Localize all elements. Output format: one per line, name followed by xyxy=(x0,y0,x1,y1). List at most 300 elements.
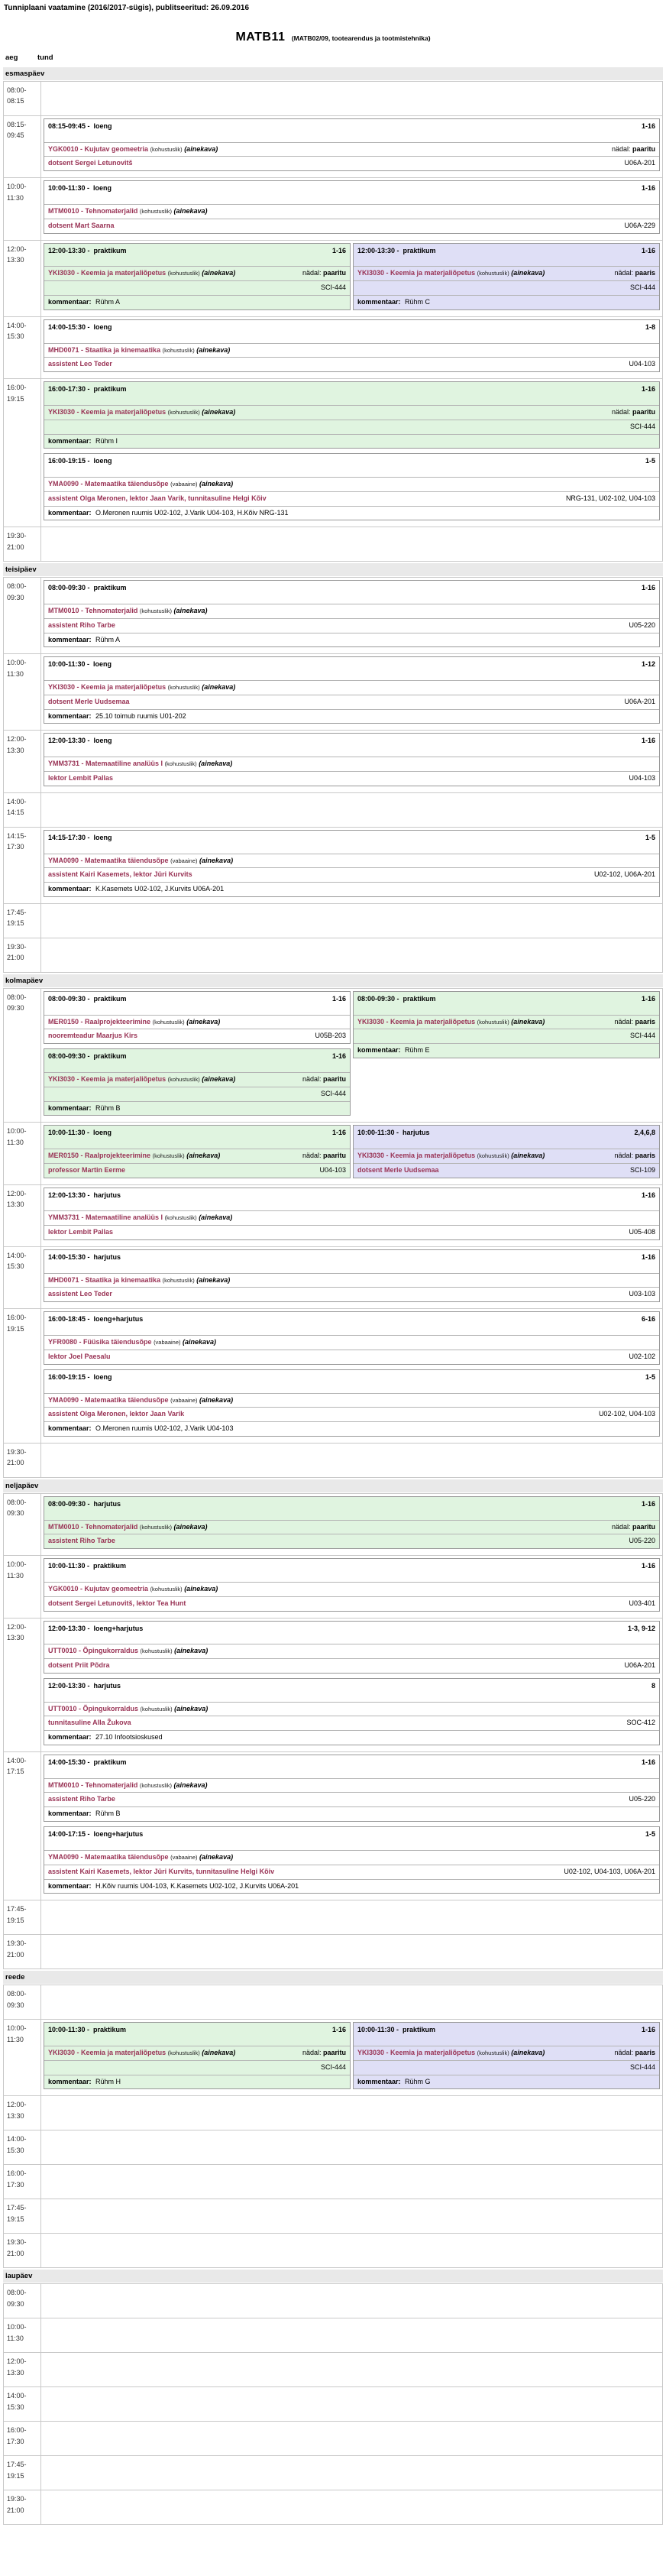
time-label-line: 16:00- xyxy=(7,2169,27,2178)
lesson-cell-area xyxy=(41,2284,662,2318)
column-headers xyxy=(3,52,663,66)
syllabus-link[interactable]: (ainekava) xyxy=(183,1338,217,1346)
course-link[interactable]: YMA0090 - Matemaatika täiendusõpe xyxy=(48,1852,169,1861)
time-label-line: 21:00 xyxy=(7,543,24,551)
time-label-line: 14:00- xyxy=(7,1252,27,1260)
time-label-line: 10:00- xyxy=(7,1560,27,1569)
lecturer-room-row xyxy=(44,357,659,371)
course-row xyxy=(44,142,659,157)
syllabus-link[interactable]: (ainekava) xyxy=(511,1152,545,1159)
course-requirement-type: (kohustuslik) xyxy=(139,608,172,614)
lecturer-links[interactable]: lektor Joel Paesalu xyxy=(48,1352,111,1360)
time-label-line: 19:15 xyxy=(7,1916,24,1924)
time-label-line: 16:00- xyxy=(7,384,27,392)
lecturer-links[interactable]: lektor Lembit Pallas xyxy=(48,773,114,782)
course-row xyxy=(354,1149,659,1163)
course-info xyxy=(357,1018,584,1027)
time-label-line: 10:00- xyxy=(7,2024,27,2033)
course-link[interactable]: MTM0010 - Tehnomaterjalid xyxy=(48,207,138,215)
lesson-card xyxy=(44,319,660,372)
time-label-line: 17:30 xyxy=(7,2437,24,2445)
lecturer-links[interactable]: lektor Lembit Pallas xyxy=(48,1228,114,1236)
time-label xyxy=(4,116,41,177)
lesson-weeks: 1-5 xyxy=(645,1372,655,1381)
time-label xyxy=(4,2199,41,2233)
course-link[interactable]: MHD0071 - Staatika ja kinemaatika xyxy=(48,1275,161,1284)
lesson-type: loeng+harjutus xyxy=(93,1830,144,1839)
time-label-line: 10:00- xyxy=(7,2323,27,2331)
lecturer-links[interactable]: tunnitasuline Alla Žukova xyxy=(48,1719,131,1727)
lesson-cell-area xyxy=(41,2165,662,2199)
lecturer-room-row xyxy=(354,1163,659,1178)
comment-label: kommentaar: xyxy=(48,2077,92,2085)
group-description: (MATB02/09, tootearendus ja tootmistehnika) xyxy=(291,34,431,42)
course-requirement-type: (vabaaine) xyxy=(170,1396,198,1404)
course-link[interactable]: MTM0010 - Tehnomaterjalid xyxy=(48,1781,138,1789)
syllabus-link[interactable]: (ainekava) xyxy=(199,479,234,488)
time-label xyxy=(4,2490,41,2524)
comment-label: kommentaar: xyxy=(48,1810,92,1818)
time-row xyxy=(3,1444,663,1478)
course-requirement-type: (kohustuslik) xyxy=(477,1018,509,1026)
lesson-time: 08:15-09:45 - xyxy=(48,122,90,130)
lesson-type: loeng xyxy=(93,737,112,745)
time-label-line: 09:30 xyxy=(7,2299,24,2308)
lecturer-links xyxy=(48,423,54,432)
course-link[interactable]: MER0150 - Raalprojekteerimine xyxy=(48,1152,151,1159)
lecturer-room-row xyxy=(44,1865,659,1879)
time-label xyxy=(4,2353,41,2386)
course-link[interactable]: MTM0010 - Tehnomaterjalid xyxy=(48,607,138,614)
lecturer-links[interactable]: dotsent Sergei Letunovitš, lektor Tea Hunt xyxy=(48,1599,186,1607)
lecturer-links[interactable]: assistent Olga Meronen, lektor Jaan Varik xyxy=(48,1410,185,1418)
time-label-line: 15:30 xyxy=(7,2403,24,2411)
time-row xyxy=(3,81,663,116)
course-link[interactable]: YKI3030 - Keemia ja materjaliõpetus xyxy=(357,1152,476,1159)
syllabus-link[interactable]: (ainekava) xyxy=(196,1275,231,1284)
course-info xyxy=(48,1523,503,1532)
syllabus-link[interactable]: (ainekava) xyxy=(184,144,218,153)
time-label-line: 10:00- xyxy=(7,183,27,191)
week-parity-value: paaritu xyxy=(632,144,655,153)
course-row xyxy=(44,2046,350,2060)
syllabus-link[interactable]: (ainekava) xyxy=(199,1213,233,1222)
time-row xyxy=(3,2020,663,2096)
time-row xyxy=(3,2199,663,2234)
lesson-cell-area xyxy=(41,241,662,316)
room-codes: U06A-229 xyxy=(624,221,655,229)
syllabus-link[interactable]: (ainekava) xyxy=(511,1017,545,1026)
lesson-time-type xyxy=(48,995,127,1004)
time-label-line: 08:00- xyxy=(7,86,27,94)
syllabus-link[interactable]: (ainekava) xyxy=(202,2048,236,2056)
lesson-weeks: 1-12 xyxy=(641,660,655,669)
lecturer-room-row xyxy=(44,1029,350,1043)
lecturer-room-row xyxy=(44,1596,659,1611)
lesson-time-type xyxy=(48,1315,143,1324)
lesson-cell xyxy=(353,1124,660,1182)
lesson-cell-area xyxy=(41,938,662,972)
lecturer-links[interactable]: dotsent Merle Uudsemaa xyxy=(357,1165,439,1174)
comment-row: kommentaar: 27.10 Infootsioskused xyxy=(44,1730,659,1745)
syllabus-link[interactable]: (ainekava) xyxy=(174,1704,209,1712)
time-label-line: 11:30 xyxy=(7,193,24,202)
comment-label: kommentaar: xyxy=(48,1103,92,1112)
syllabus-link[interactable]: (ainekava) xyxy=(202,269,236,277)
course-row xyxy=(44,204,659,219)
week-parity xyxy=(302,1152,346,1161)
lesson-cell xyxy=(353,2021,660,2094)
lesson-weeks: 1-16 xyxy=(641,246,655,254)
time-label xyxy=(4,379,41,527)
lesson-type: harjutus xyxy=(93,1191,121,1199)
comment-row: kommentaar: Rühm H xyxy=(44,2075,350,2089)
time-label xyxy=(4,904,41,938)
time-label xyxy=(4,938,41,972)
time-label xyxy=(4,241,41,316)
syllabus-link[interactable]: (ainekava) xyxy=(199,856,234,864)
lesson-card xyxy=(353,243,660,310)
time-label-line: 21:00 xyxy=(7,2506,24,2514)
lecturer-links[interactable]: assistent Riho Tarbe xyxy=(48,621,115,629)
lecturer-room-row xyxy=(354,1029,659,1043)
lesson-card xyxy=(44,1826,660,1894)
week-parity-value: paaritu xyxy=(632,407,655,416)
lesson-type: praktikum xyxy=(93,1052,127,1061)
lesson-cell xyxy=(44,118,660,176)
lecturer-links[interactable]: assistent Leo Teder xyxy=(48,360,112,368)
lesson-weeks: 1-16 xyxy=(331,2026,346,2034)
lecturer-links[interactable]: assistent Riho Tarbe xyxy=(48,1795,115,1803)
lecturer-links[interactable]: assistent Kairi Kasemets, lektor Jüri Kurvits, tunnitasuline Helgi Kõiv xyxy=(48,1867,275,1875)
lesson-weeks: 1-16 xyxy=(641,2026,655,2034)
lesson-weeks: 1-16 xyxy=(641,1499,655,1508)
course-link[interactable]: MTM0010 - Tehnomaterjalid xyxy=(48,1522,138,1531)
course-link[interactable]: YMA0090 - Matemaatika täiendusõpe xyxy=(48,479,169,488)
syllabus-link[interactable]: (ainekava) xyxy=(173,1781,208,1789)
week-parity-value: paaritu xyxy=(632,1522,655,1531)
time-label xyxy=(4,82,41,115)
time-label-line: 16:00- xyxy=(7,2426,27,2435)
time-row xyxy=(3,2422,663,2456)
comment-row: kommentaar: H.Kõiv ruumis U04-103, K.Kasemets U02-102, J.Kurvits U06A-201 xyxy=(44,1879,659,1894)
time-label-line: 15:30 xyxy=(7,1262,24,1271)
room-codes: U04-103 xyxy=(319,1165,346,1174)
lesson-cell-area xyxy=(41,1444,662,1477)
lecturer-room-row xyxy=(44,618,659,633)
syllabus-link[interactable]: (ainekava) xyxy=(511,2048,545,2056)
syllabus-link[interactable]: (ainekava) xyxy=(199,760,233,768)
lecturer-links[interactable]: nooremteadur Maarjus Kirs xyxy=(48,1032,138,1040)
time-label-line: 19:30- xyxy=(7,2495,27,2503)
course-link[interactable]: YMA0090 - Matemaatika täiendusõpe xyxy=(48,1395,169,1404)
lesson-cell xyxy=(44,1754,660,1898)
lesson-card xyxy=(353,1125,660,1178)
time-row xyxy=(3,2490,663,2525)
lecturer-room-row xyxy=(354,280,659,295)
lesson-time: 14:00-15:30 - xyxy=(48,1758,90,1767)
lecturer-links[interactable]: assistent Kairi Kasemets, lektor Jüri Kurvits xyxy=(48,870,192,879)
lesson-type: loeng xyxy=(93,1129,112,1137)
course-info xyxy=(48,1213,655,1223)
course-requirement-type: (kohustuslik) xyxy=(477,2049,509,2056)
lesson-card xyxy=(44,656,660,724)
room-codes: U02-102, U04-103, U06A-201 xyxy=(564,1867,655,1875)
lesson-type: harjutus xyxy=(93,1499,121,1508)
lesson-cell-area xyxy=(41,178,662,239)
time-label xyxy=(4,1185,41,1246)
room-codes: U02-102, U04-103 xyxy=(598,1410,655,1418)
room-codes: U06A-201 xyxy=(624,159,655,167)
lesson-time: 10:00-11:30 - xyxy=(48,2026,90,2034)
comment-row: kommentaar: Rühm E xyxy=(354,1043,659,1058)
course-link[interactable]: YKI3030 - Keemia ja materjaliõpetus xyxy=(48,269,166,277)
syllabus-link[interactable]: (ainekava) xyxy=(186,1017,221,1026)
course-link[interactable]: YKI3030 - Keemia ja materjaliõpetus xyxy=(48,683,166,692)
lesson-time-type xyxy=(48,1253,121,1262)
lecturer-room-row xyxy=(44,771,659,786)
lesson-weeks: 1-16 xyxy=(331,1129,346,1137)
course-info xyxy=(48,269,275,278)
course-requirement-type: (vabaaine) xyxy=(170,1853,198,1861)
week-parity-value: paaritu xyxy=(322,269,346,277)
syllabus-link[interactable]: (ainekava) xyxy=(199,1395,234,1404)
syllabus-link[interactable]: (ainekava) xyxy=(196,345,231,354)
time-label-line: 12:00- xyxy=(7,1189,27,1197)
time-row xyxy=(3,1309,663,1443)
lesson-cell-area xyxy=(41,1185,662,1246)
week-parity xyxy=(614,2049,655,2058)
course-info xyxy=(48,2049,275,2058)
lesson-time: 10:00-11:30 - xyxy=(48,1129,90,1137)
lesson-cell xyxy=(44,180,660,238)
comment-row: kommentaar: Rühm C xyxy=(354,295,659,309)
lesson-card xyxy=(44,243,351,310)
time-label-line: 17:45- xyxy=(7,908,27,916)
lesson-card-header xyxy=(44,1370,659,1393)
lesson-time: 08:00-09:30 - xyxy=(48,994,90,1003)
week-parity xyxy=(612,408,655,417)
lesson-type: loeng xyxy=(93,457,112,465)
course-link[interactable]: YMA0090 - Matemaatika täiendusõpe xyxy=(48,856,169,864)
lesson-card xyxy=(44,1369,660,1437)
time-label-line: 12:00- xyxy=(7,2101,27,2109)
time-label-line: 17:30 xyxy=(7,843,24,851)
time-label xyxy=(4,2165,41,2199)
course-link[interactable]: MER0150 - Raalprojekteerimine xyxy=(48,1017,151,1026)
course-link[interactable]: YMM3731 - Matemaatiline analüüs I xyxy=(48,760,163,768)
lesson-cell xyxy=(44,990,351,1120)
course-link[interactable]: YKI3030 - Keemia ja materjaliõpetus xyxy=(357,2048,476,2056)
syllabus-link[interactable]: (ainekava) xyxy=(184,1584,218,1593)
syllabus-link[interactable]: (ainekava) xyxy=(174,1647,209,1655)
course-link[interactable]: YGK0010 - Kujutav geomeetria xyxy=(48,1584,149,1593)
lecturer-room-row xyxy=(44,2060,350,2075)
time-label xyxy=(4,1444,41,1477)
day-header: esmaspäev xyxy=(3,67,663,80)
course-requirement-type: (kohustuslik) xyxy=(477,1152,509,1159)
course-link[interactable]: YKI3030 - Keemia ja materjaliõpetus xyxy=(48,2048,166,2056)
lecturer-room-row xyxy=(44,156,659,170)
lesson-weeks: 1-5 xyxy=(645,457,655,465)
comment-label: kommentaar: xyxy=(48,508,92,517)
time-row xyxy=(3,2456,663,2490)
lesson-weeks: 1-8 xyxy=(645,322,655,331)
time-row xyxy=(3,2318,663,2353)
course-info xyxy=(48,1585,655,1594)
lesson-cell-area xyxy=(41,989,662,1122)
lesson-cell-area xyxy=(41,1556,662,1617)
time-row xyxy=(3,938,663,973)
lecturer-links[interactable]: dotsent Merle Uudsemaa xyxy=(48,697,130,705)
time-label xyxy=(4,2318,41,2352)
course-info xyxy=(48,607,655,616)
course-info xyxy=(48,207,655,216)
week-parity-label: nädal: xyxy=(302,269,323,277)
room-codes: SCI-444 xyxy=(629,1032,655,1040)
lesson-cell-area xyxy=(41,116,662,177)
lesson-cell-area xyxy=(41,317,662,378)
time-label-line: 13:30 xyxy=(7,1201,24,1209)
syllabus-link[interactable]: (ainekava) xyxy=(173,607,208,614)
time-label xyxy=(4,828,41,903)
lesson-weeks: 1-16 xyxy=(641,385,655,394)
lecturer-links xyxy=(357,2063,364,2072)
time-label xyxy=(4,1900,41,1934)
lesson-type: loeng+harjutus xyxy=(93,1315,144,1324)
course-link[interactable]: YKI3030 - Keemia ja materjaliõpetus xyxy=(48,407,166,416)
lesson-card xyxy=(353,991,660,1058)
syllabus-link[interactable]: (ainekava) xyxy=(511,269,545,277)
time-label-line: 12:00- xyxy=(7,1622,27,1631)
course-requirement-type: (kohustuslik) xyxy=(162,346,195,354)
week-parity-label: nädal: xyxy=(611,407,632,416)
course-link[interactable]: YKI3030 - Keemia ja materjaliõpetus xyxy=(357,269,476,277)
course-requirement-type: (vabaaine) xyxy=(170,480,198,488)
time-label-line: 17:15 xyxy=(7,1768,24,1776)
day-header: laupäev xyxy=(3,2270,663,2283)
course-link[interactable]: YFR0080 - Füüsika täiendusõpe xyxy=(48,1338,152,1346)
syllabus-link[interactable]: (ainekava) xyxy=(186,1152,221,1159)
lesson-card-header xyxy=(44,581,659,604)
lesson-time-type xyxy=(48,584,127,593)
lecturer-links[interactable]: professor Martin Eerme xyxy=(48,1165,126,1174)
lesson-cell xyxy=(353,990,660,1063)
lesson-type: harjutus xyxy=(93,1682,121,1690)
lesson-cell-area xyxy=(41,2199,662,2233)
lesson-cell xyxy=(44,1311,660,1440)
lecturer-links[interactable]: dotsent Mart Saarna xyxy=(48,221,115,229)
lecturer-links[interactable]: assistent Riho Tarbe xyxy=(48,1537,115,1545)
lecturer-room-row xyxy=(44,695,659,709)
lesson-time-type xyxy=(48,1129,112,1138)
time-row xyxy=(3,317,663,379)
lesson-time-type xyxy=(48,1562,126,1571)
time-label xyxy=(4,1752,41,1900)
lesson-time-type xyxy=(48,1500,121,1509)
comment-row: kommentaar: O.Meronen ruumis U02-102, J.Varik U04-103 xyxy=(44,1421,659,1436)
lesson-cell xyxy=(44,1124,351,1182)
syllabus-link[interactable]: (ainekava) xyxy=(173,1522,208,1531)
day-header: teisipäev xyxy=(3,563,663,576)
lesson-card xyxy=(353,2022,660,2089)
course-requirement-type: (kohustuslik) xyxy=(164,1214,197,1222)
syllabus-link[interactable]: (ainekava) xyxy=(202,1074,236,1083)
course-link[interactable]: YKI3030 - Keemia ja materjaliõpetus xyxy=(357,1017,476,1026)
syllabus-link[interactable]: (ainekava) xyxy=(202,407,236,416)
time-label-line: 08:00- xyxy=(7,2289,27,2297)
lesson-cell xyxy=(44,319,660,377)
lesson-card xyxy=(44,1048,351,1116)
course-link[interactable]: YGK0010 - Kujutav geomeetria xyxy=(48,144,149,153)
course-requirement-type: (kohustuslik) xyxy=(162,1276,195,1284)
lesson-card xyxy=(44,580,660,647)
course-requirement-type: (kohustuslik) xyxy=(167,684,200,692)
lesson-type: praktikum xyxy=(93,584,127,592)
time-label xyxy=(4,2456,41,2490)
time-label-line: 13:30 xyxy=(7,256,24,264)
lecturer-links[interactable]: assistent Olga Meronen, lektor Jaan Varik, tunnitasuline Helgi Kõiv xyxy=(48,494,267,502)
course-row xyxy=(44,1702,659,1716)
course-info xyxy=(48,683,655,692)
time-label-line: 13:30 xyxy=(7,1634,24,1642)
lecturer-links[interactable]: assistent Leo Teder xyxy=(48,1290,112,1298)
time-label xyxy=(4,2234,41,2267)
lecturer-room-row xyxy=(44,280,350,295)
lesson-weeks: 1-16 xyxy=(641,122,655,130)
week-parity xyxy=(612,145,655,154)
lesson-weeks: 1-16 xyxy=(331,994,346,1003)
lesson-cell-area xyxy=(41,2318,662,2352)
syllabus-link[interactable]: (ainekava) xyxy=(199,1852,234,1861)
time-label-line: 14:15 xyxy=(7,808,24,817)
lesson-card-header xyxy=(354,2023,659,2046)
course-requirement-type: (kohustuslik) xyxy=(139,1781,172,1789)
syllabus-link[interactable]: (ainekava) xyxy=(202,683,236,692)
lecturer-links[interactable]: dotsent Sergei Letunovitš xyxy=(48,159,133,167)
week-parity-label: nädal: xyxy=(614,1017,635,1026)
course-link[interactable]: UTT0010 - Õpingukorraldus xyxy=(48,1647,139,1655)
syllabus-link[interactable]: (ainekava) xyxy=(173,207,208,215)
lesson-card-header xyxy=(44,244,350,267)
course-link[interactable]: MHD0071 - Staatika ja kinemaatika xyxy=(48,345,161,354)
course-link[interactable]: YMM3731 - Matemaatiline analüüs I xyxy=(48,1213,163,1222)
time-label-line: 19:30- xyxy=(7,532,27,540)
lesson-time: 12:00-13:30 - xyxy=(48,1682,90,1690)
lecturer-links[interactable]: dotsent Priit Põdra xyxy=(48,1661,110,1669)
time-label-line: 21:00 xyxy=(7,2249,24,2257)
time-label-line: 17:45- xyxy=(7,2461,27,2469)
lesson-cell xyxy=(44,656,660,728)
time-label-line: 14:00- xyxy=(7,2392,27,2400)
time-label-line: 11:30 xyxy=(7,1571,24,1580)
course-info xyxy=(48,1276,655,1285)
course-link[interactable]: YKI3030 - Keemia ja materjaliõpetus xyxy=(48,1074,166,1083)
room-codes: U05-220 xyxy=(629,621,655,629)
lesson-card-header xyxy=(354,992,659,1015)
week-parity-value: paaris xyxy=(635,1017,655,1026)
comment-label: kommentaar: xyxy=(48,298,92,306)
room-codes: SOC-412 xyxy=(626,1719,655,1727)
time-row xyxy=(3,1935,663,1969)
time-label-line: 21:00 xyxy=(7,954,24,962)
lesson-card xyxy=(44,830,660,897)
time-row xyxy=(3,2130,663,2165)
lesson-type: loeng+harjutus xyxy=(93,1624,144,1632)
lesson-weeks: 1-16 xyxy=(641,1253,655,1262)
week-parity xyxy=(302,269,346,278)
course-link[interactable]: UTT0010 - Õpingukorraldus xyxy=(48,1704,139,1712)
